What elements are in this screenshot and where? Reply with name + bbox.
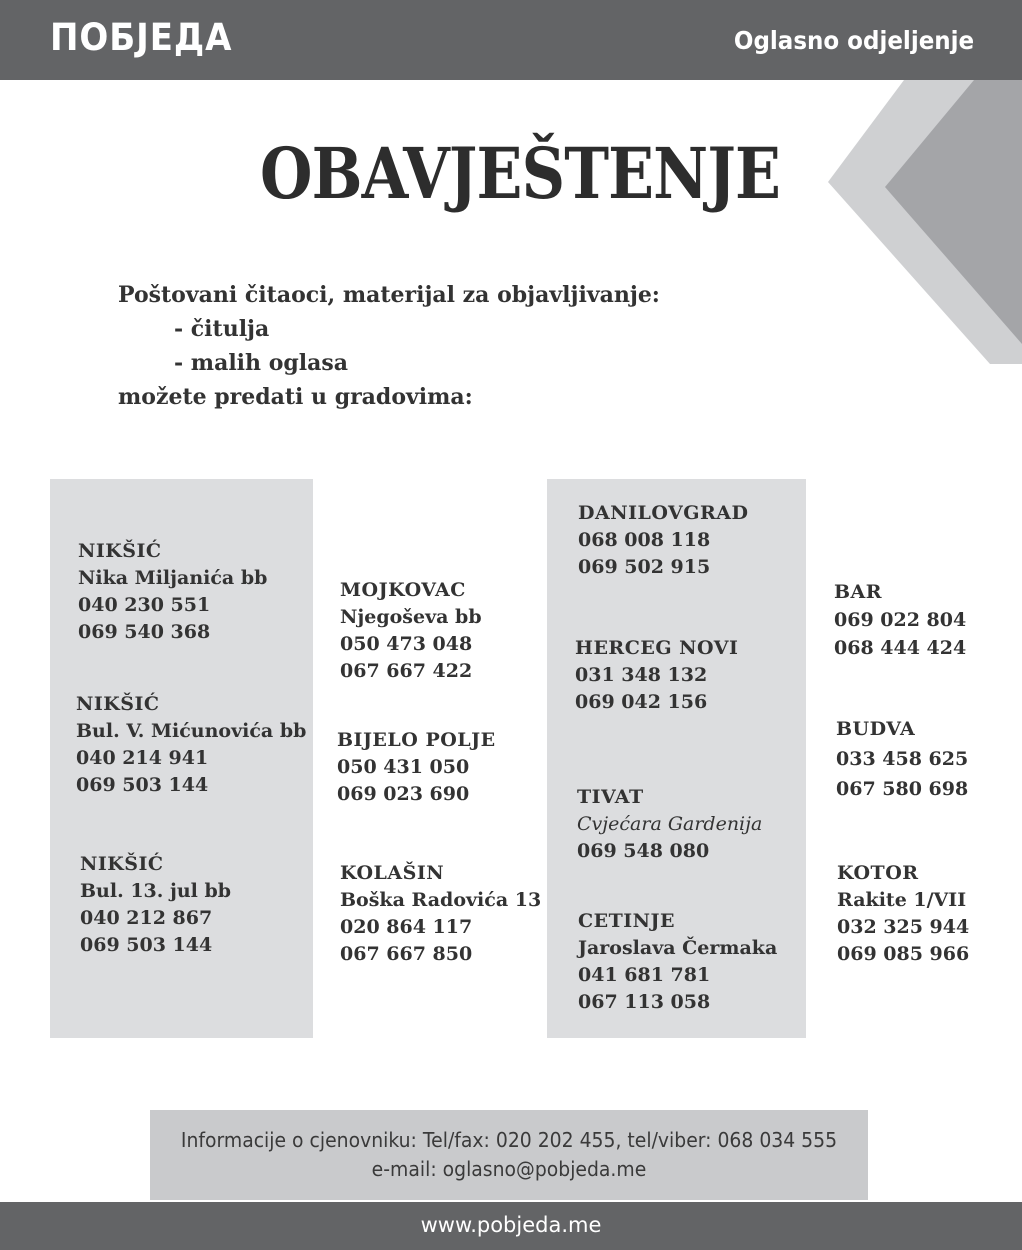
intro-text bbox=[118, 278, 660, 414]
intro-line: možete predati u gradovima: bbox=[118, 384, 473, 410]
office-address: Boška Radovića 13 bbox=[340, 889, 542, 911]
office-city: BUDVA bbox=[836, 718, 916, 740]
office-phone: 033 458 625 bbox=[836, 748, 969, 770]
office-phone: 032 325 944 bbox=[837, 916, 970, 938]
intro-list-item: - čitulja bbox=[174, 316, 270, 342]
office-address: Cvjećara Gardenija bbox=[577, 813, 763, 835]
office-phone: 069 503 144 bbox=[76, 774, 209, 796]
office-phone: 020 864 117 bbox=[340, 916, 473, 938]
page-title: OBAVJEŠTENJE bbox=[260, 132, 780, 215]
office-address: Njegoševa bb bbox=[340, 606, 482, 628]
office-phone: 067 580 698 bbox=[836, 778, 969, 800]
office-city: NIKŠIĆ bbox=[80, 853, 164, 875]
office-phone: 067 667 422 bbox=[340, 660, 473, 682]
decorative-chevron-icon bbox=[828, 80, 1022, 364]
website-link[interactable]: www.pobjeda.me bbox=[420, 1213, 602, 1237]
office-city: KOLAŠIN bbox=[340, 862, 445, 884]
office-phone: 069 023 690 bbox=[337, 783, 470, 805]
intro-line: Poštovani čitaoci, materijal za objavljivanje: bbox=[118, 282, 660, 308]
office-entry bbox=[575, 635, 738, 716]
office-city: TIVAT bbox=[577, 786, 644, 808]
office-city: MOJKOVAC bbox=[340, 579, 466, 601]
office-address: Bul. 13. jul bb bbox=[80, 880, 232, 902]
office-city: BAR bbox=[834, 581, 883, 603]
office-entry bbox=[834, 578, 966, 662]
pobjeda-logo: ПОБЈЕДА bbox=[50, 16, 233, 59]
office-phone: 068 008 118 bbox=[578, 529, 711, 551]
office-address: Bul. V. Mićunovića bb bbox=[76, 720, 307, 742]
office-phone: 069 042 156 bbox=[575, 691, 708, 713]
department-title: Oglasno odjeljenje bbox=[733, 26, 974, 55]
office-phone: 069 502 915 bbox=[578, 556, 711, 578]
office-entry bbox=[340, 860, 541, 968]
office-city: DANILOVGRAD bbox=[578, 502, 749, 524]
office-phone: 069 022 804 bbox=[834, 609, 967, 631]
office-entry bbox=[80, 851, 231, 959]
office-phone: 069 548 080 bbox=[577, 840, 710, 862]
office-address: Rakite 1/VII bbox=[837, 889, 967, 911]
office-city: KOTOR bbox=[837, 862, 919, 884]
office-phone: 067 667 850 bbox=[340, 943, 473, 965]
office-phone: 069 540 368 bbox=[78, 621, 211, 643]
office-entry bbox=[837, 860, 969, 968]
pricing-contact-line: Informacije o cjenovniku: Tel/fax: 020 202 455, tel/viber: 068 034 555 bbox=[180, 1128, 838, 1152]
office-phone: 041 681 781 bbox=[578, 964, 711, 986]
email-line[interactable]: e-mail: oglasno@pobjeda.me bbox=[371, 1157, 647, 1181]
office-entry bbox=[578, 500, 749, 581]
office-entry bbox=[577, 784, 762, 865]
office-entry bbox=[836, 714, 968, 804]
office-city: BIJELO POLJE bbox=[337, 729, 496, 751]
header-bar bbox=[0, 0, 1022, 80]
office-address: Nika Miljanića bb bbox=[78, 567, 268, 589]
office-phone: 050 431 050 bbox=[337, 756, 470, 778]
office-entry bbox=[337, 727, 496, 808]
office-phone: 040 212 867 bbox=[80, 907, 213, 929]
office-phone: 068 444 424 bbox=[834, 637, 967, 659]
office-city: NIKŠIĆ bbox=[78, 540, 162, 562]
office-city: CETINJE bbox=[578, 910, 675, 932]
office-phone: 069 503 144 bbox=[80, 934, 213, 956]
office-entry bbox=[340, 577, 482, 685]
office-phone: 067 113 058 bbox=[578, 991, 711, 1013]
footer-bar bbox=[0, 1202, 1022, 1250]
office-entry bbox=[578, 908, 777, 1016]
office-phone: 040 230 551 bbox=[78, 594, 211, 616]
office-phone: 031 348 132 bbox=[575, 664, 708, 686]
office-entry bbox=[76, 691, 306, 799]
office-city: NIKŠIĆ bbox=[76, 693, 160, 715]
office-city: HERCEG NOVI bbox=[575, 637, 739, 659]
office-phone: 069 085 966 bbox=[837, 943, 970, 965]
office-entry bbox=[78, 538, 267, 646]
office-phone: 050 473 048 bbox=[340, 633, 473, 655]
office-address: Jaroslava Čermaka bbox=[578, 937, 778, 959]
office-phone: 040 214 941 bbox=[76, 747, 209, 769]
pricing-info-box bbox=[150, 1110, 868, 1200]
intro-list-item: - malih oglasa bbox=[174, 350, 349, 376]
